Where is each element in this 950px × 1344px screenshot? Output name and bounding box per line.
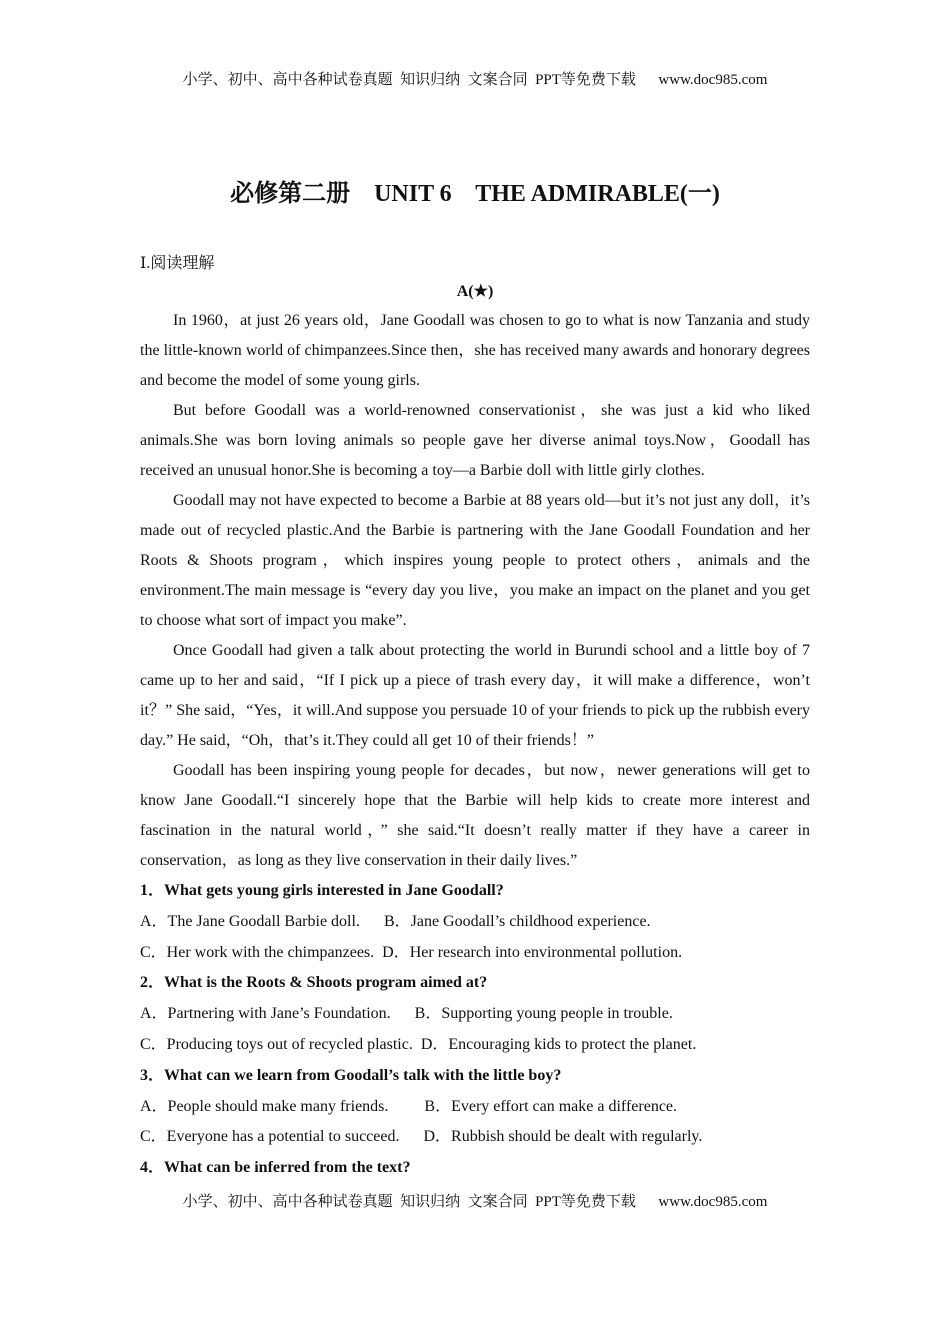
page-footer: 小学、初中、高中各种试卷真题 知识归纳 文案合同 PPT等免费下载 www.doc985.com [182, 1194, 768, 1210]
passage-label: A(★) [456, 283, 494, 300]
question-3: 3．What can we learn from Goodall’s talk with the little boy? [140, 1066, 562, 1084]
passage-content [140, 306, 810, 1184]
question-2-options-ab: A．Partnering with Jane’s Foundation. B．Supporting young people in trouble. [140, 1005, 673, 1023]
question-2: 2．What is the Roots & Shoots program aimed at? [140, 974, 488, 992]
paragraph: Goodall may not have expected to become a Barbie at 88 years old—but it’s not just any doll，it’s made out of recycled plastic.And the Barbie is partnering with the Jane Goodall Foundation and her Roots & Shoots program，which inspires young people to protect others，animals and the environment.The main message is “every day you live，you make an impact on the planet and you get to choose what sort of impact you make”. [140, 492, 810, 629]
question-2-options-cd: C．Producing toys out of recycled plastic. D．Encouraging kids to protect the planet. [140, 1035, 697, 1053]
paragraph: But before Goodall was a world-renowned conservationist，she was just a kid who liked animals.She was born loving animals so people gave her diverse animal toys.Now，Goodall has received an unusual honor.She is becoming a toy—a Barbie doll with little girly clothes. [140, 402, 810, 479]
question-1-options-ab: A．The Jane Goodall Barbie doll. B．Jane Goodall’s childhood experience. [140, 912, 651, 930]
question-4: 4．What can be inferred from the text? [140, 1159, 411, 1177]
paragraph: Once Goodall had given a talk about protecting the world in Burundi school and a little boy of 7 came up to her and said，“If I pick up a piece of trash every day，it will make a difference，won’t it？” She said，“Yes，it will.And suppose you persuade 10 of your friends to pick up the rubbish every day.” He said，“Oh，that’s it.They could all get 10 of their friends！” [140, 642, 810, 749]
question-3-options-cd: C．Everyone has a potential to succeed. D．Rubbish should be dealt with regularly. [140, 1128, 703, 1146]
section-heading: Ⅰ.阅读理解 [140, 255, 215, 272]
question-1: 1．What gets young girls interested in Jane Goodall? [140, 882, 504, 899]
question-1-options-cd: C．Her work with the chimpanzees. D．Her research into environmental pollution. [140, 943, 683, 961]
paragraph: In 1960，at just 26 years old，Jane Goodall was chosen to go to what is now Tanzania and study the little-known world of chimpanzees.Since then，she has received many awards and honorary degrees and become the model of some young girls. [140, 312, 810, 389]
paragraph: Goodall has been inspiring young people for decades，but now，newer generations will get to know Jane Goodall.“I sincerely hope that the Barbie will help kids to create more interest and fascination in the natural world，” she said.“It doesn’t really matter if they have a career in conservation，as long as they live conservation in their daily lives.” [140, 762, 810, 869]
page-title: 必修第二册 UNIT 6 THE ADMIRABLE(一) [230, 181, 720, 207]
page-header: 小学、初中、高中各种试卷真题 知识归纳 文案合同 PPT等免费下载 www.doc985.com [182, 72, 768, 88]
question-3-options-ab: A．People should make many friends. B．Every effort can make a difference. [140, 1097, 678, 1115]
